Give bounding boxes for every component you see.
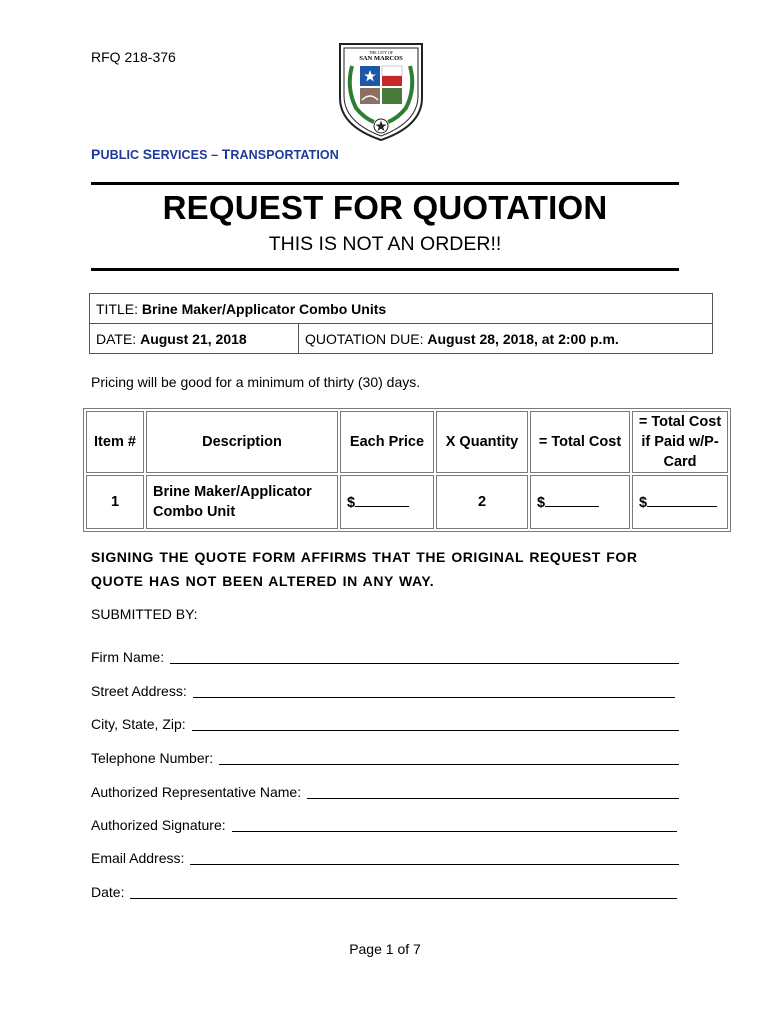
- table-row: [86, 475, 728, 529]
- document-subtitle: THIS IS NOT AN ORDER!!: [268, 233, 502, 255]
- item-number: 1: [86, 475, 144, 529]
- price-table: [83, 408, 731, 532]
- signature-field[interactable]: Authorized Signature:: [91, 813, 677, 833]
- price-table-header-row: [86, 411, 728, 473]
- header-each-price: Each Price: [340, 411, 434, 473]
- svg-text:SAN MARCOS: SAN MARCOS: [359, 55, 403, 62]
- due-cell: [299, 324, 713, 354]
- title-label: TITLE:: [96, 300, 142, 317]
- bottom-divider: [91, 268, 679, 271]
- date-input[interactable]: [130, 884, 677, 899]
- total-cost-field[interactable]: $: [530, 475, 630, 529]
- header-quantity: X Quantity: [436, 411, 528, 473]
- street-address-input[interactable]: [193, 683, 675, 698]
- date-cell: [90, 324, 299, 354]
- pcard-total-field[interactable]: $: [632, 475, 728, 529]
- telephone-field[interactable]: Telephone Number:: [91, 746, 679, 766]
- affirmation-statement: SIGNING THE QUOTE FORM AFFIRMS THAT THE ORIGINAL REQUEST FOR QUOTE HAS NOT BEEN ALTERED IN ANY WAY.: [91, 549, 638, 589]
- representative-name-input[interactable]: [307, 784, 679, 799]
- date-label: DATE:: [96, 330, 141, 347]
- due-label: QUOTATION DUE:: [305, 330, 428, 347]
- header-total-cost: = Total Cost: [530, 411, 630, 473]
- telephone-input[interactable]: [219, 750, 679, 765]
- due-value: August 28, 2018, at 2:00 p.m.: [427, 330, 619, 347]
- city-seal-logo: [334, 40, 428, 142]
- date-value: August 21, 2018: [140, 330, 247, 347]
- title-cell: [90, 294, 713, 324]
- pricing-note: Pricing will be good for a minimum of thirty (30) days.: [91, 374, 421, 390]
- submitted-by-label: SUBMITTED BY:: [91, 606, 198, 622]
- page-number: Page 1 of 7: [349, 941, 421, 957]
- rfq-info-table: [89, 293, 713, 354]
- header-pcard-total: = Total Cost if Paid w/P- Card: [632, 411, 728, 473]
- svg-text:THE CITY OF: THE CITY OF: [368, 50, 394, 55]
- signature-input[interactable]: [232, 817, 677, 832]
- city-state-zip-field[interactable]: City, State, Zip:: [91, 712, 679, 732]
- each-price-field[interactable]: $: [340, 475, 434, 529]
- street-address-field[interactable]: Street Address:: [91, 679, 675, 699]
- representative-name-field[interactable]: Authorized Representative Name:: [91, 780, 679, 800]
- header-item: Item #: [86, 411, 144, 473]
- item-description: Brine Maker/Applicator Combo Unit: [146, 475, 338, 529]
- email-field[interactable]: Email Address:: [91, 846, 679, 866]
- firm-name-input[interactable]: [170, 649, 679, 664]
- date-field[interactable]: Date:: [91, 880, 677, 900]
- document-title: REQUEST FOR QUOTATION: [162, 189, 608, 226]
- department-heading: PUBLIC SERVICES – TRANSPORTATION: [91, 146, 339, 162]
- title-value: Brine Maker/Applicator Combo Units: [141, 300, 387, 317]
- email-input[interactable]: [190, 850, 679, 865]
- quantity-value: 2: [436, 475, 528, 529]
- firm-name-field[interactable]: Firm Name:: [91, 645, 679, 665]
- rfq-number: RFQ 218-376: [91, 49, 176, 65]
- top-divider: [91, 182, 679, 185]
- city-state-zip-input[interactable]: [192, 716, 679, 731]
- header-description: Description: [146, 411, 338, 473]
